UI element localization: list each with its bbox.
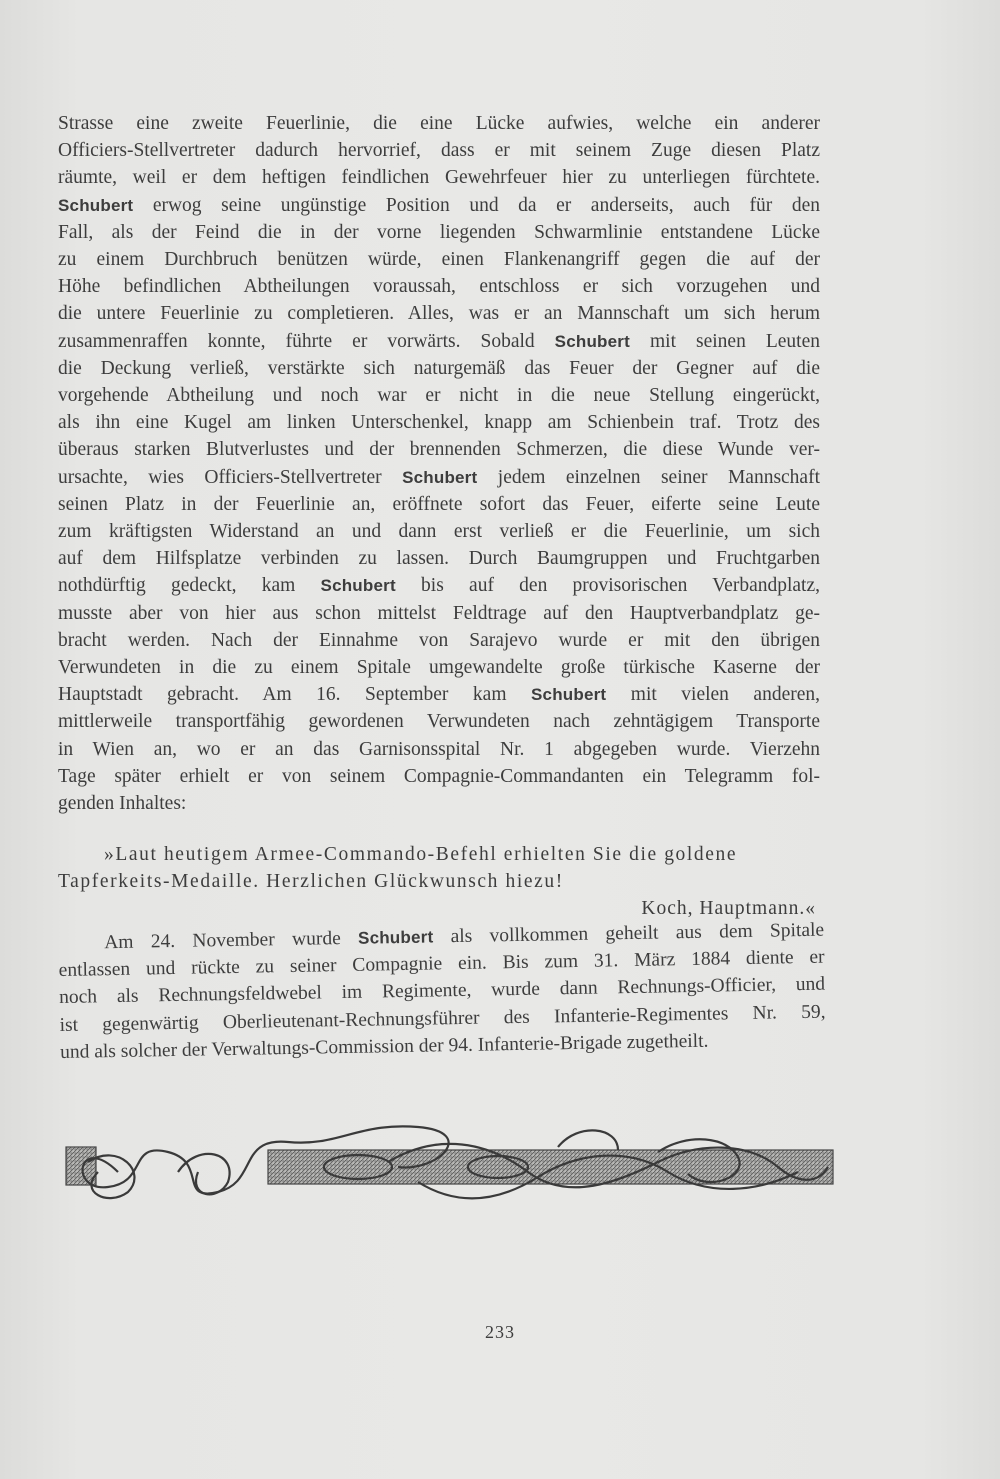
text-line bbox=[58, 300, 820, 327]
person-name: Schubert bbox=[58, 195, 134, 215]
text-segment: zum kräftigsten Widerstand an und dann erst verließ er die Feuerlinie, um sich bbox=[58, 521, 820, 543]
text-line bbox=[58, 464, 820, 491]
text-segment: räumte, weil er dem heftigen feindlichen Gewehrfeuer hier zu unterliegen fürchtete. bbox=[58, 167, 820, 189]
text-segment: Tage später erhielt er von seinem Compagnie-Commandanten ein Telegramm fol- bbox=[58, 765, 820, 787]
text-segment: entlassen und rückte zu seiner Compagnie ein. Bis zum 31. März 1884 diente er bbox=[58, 946, 825, 982]
person-name: Schubert bbox=[531, 685, 607, 705]
text-line bbox=[58, 355, 820, 382]
telegram-line-1: »Laut heutigem Armee-Commando-Befehl erhielten Sie die goldene bbox=[104, 844, 738, 865]
text-segment: in Wien an, wo er an das Garnisonsspital Nr. 1 abgegeben wurde. Vierzehn bbox=[58, 738, 820, 760]
interlace-knot-ornament-icon bbox=[58, 1112, 838, 1212]
person-name: Schubert bbox=[554, 331, 630, 351]
text-segment: überaus starken Blutverlustes und der brennenden Schmerzen, die diese Wunde ver- bbox=[58, 439, 820, 461]
text-line bbox=[58, 137, 820, 164]
text-line bbox=[58, 545, 820, 572]
text-segment: auf dem Hilfsplatze verbinden zu lassen. Durch Baumgruppen und Fruchtgarben bbox=[58, 548, 820, 570]
text-line bbox=[58, 572, 820, 599]
telegram-line-2: Tapferkeits-Medaille. Herzlichen Glückwunsch hiezu! bbox=[58, 871, 564, 893]
text-line bbox=[58, 273, 820, 300]
telegram-quote bbox=[58, 841, 820, 923]
text-segment: genden Inhaltes: bbox=[58, 793, 187, 815]
text-line bbox=[58, 192, 820, 219]
text-segment: als vollkommen geheilt aus dem Spitale bbox=[433, 919, 825, 948]
text-segment: die Deckung verließ, verstärkte sich naturgemäß das Feuer der Gegner auf die bbox=[58, 357, 820, 379]
text-segment: mit vielen anderen, bbox=[606, 684, 821, 706]
text-line bbox=[58, 600, 820, 627]
text-line bbox=[58, 491, 820, 518]
text-segment: erwog seine ungünstige Position und da er anderseits, auch für den bbox=[133, 194, 820, 216]
text-line bbox=[58, 164, 820, 191]
text-line bbox=[58, 736, 820, 763]
text-segment: Strasse eine zweite Feuerlinie, die eine Lücke aufwies, welche ein anderer bbox=[58, 113, 820, 134]
text-segment: Verwundeten in die zu einem Spitale umgewandelte große türkische Kaserne der bbox=[58, 657, 820, 679]
text-segment: bis auf den provisorischen Verbandplatz, bbox=[395, 575, 820, 597]
text-line bbox=[58, 382, 820, 409]
text-segment: mit seinen Leuten bbox=[629, 330, 820, 352]
text-segment: mittlerweile transportfähig gewordenen Verwundeten nach zehntägigem Transporte bbox=[58, 711, 820, 733]
text-line bbox=[58, 654, 820, 681]
text-segment: Officiers-Stellvertreter dadurch hervorrief, dass er mit seinem Zuge diesen Platz bbox=[58, 140, 820, 162]
person-name: Schubert bbox=[320, 576, 396, 596]
text-line bbox=[58, 110, 820, 137]
text-segment: und als solcher der Verwaltungs-Commission der 94. Infanterie-Brigade zugetheilt. bbox=[59, 1030, 709, 1063]
text-segment: als ihn eine Kugel am linken Unterschenkel, knapp am Schienbein traf. Trotz des bbox=[58, 412, 820, 434]
text-segment: Am 24. November wurde bbox=[104, 927, 359, 954]
text-segment: nothdürftig gedeckt, kam bbox=[58, 575, 321, 597]
text-segment: die untere Feuerlinie zu completieren. Alles, was er an Mannschaft um sich herum bbox=[58, 303, 820, 325]
text-line bbox=[58, 436, 820, 463]
text-line bbox=[58, 790, 820, 817]
text-segment: ursachte, wies Officiers-Stellvertreter bbox=[58, 466, 403, 488]
text-segment: ist gegenwärtig Oberlieutenant-Rechnungsführer des Infanterie-Regimentes Nr. 59, bbox=[59, 1001, 826, 1036]
telegram-signature: Koch, Hauptmann.« bbox=[641, 898, 816, 920]
text-segment: jedem einzelnen seiner Mannschaft bbox=[477, 466, 821, 488]
text-segment: seinen Platz in der Feuerlinie an, eröffnete sofort das Feuer, eiferte seine Leute bbox=[58, 493, 820, 515]
text-segment: noch als Rechnungsfeldwebel im Regimente, wurde dann Rechnungs-Officier, und bbox=[59, 974, 826, 1009]
text-line bbox=[58, 328, 820, 355]
text-line bbox=[58, 246, 820, 273]
text-line bbox=[58, 763, 820, 790]
text-segment: Höhe befindlichen Abtheilungen voraussah, entschloss er sich vorzugehen und bbox=[58, 276, 820, 298]
text-segment: zusammenraffen konnte, führte er vorwärts. Sobald bbox=[58, 330, 555, 352]
text-segment: Hauptstadt gebracht. Am 16. September kam bbox=[58, 684, 531, 706]
text-segment: Fall, als der Feind die in der vorne liegenden Schwarmlinie entstandene Lücke bbox=[58, 221, 820, 243]
person-name: Schubert bbox=[357, 927, 434, 948]
person-name: Schubert bbox=[402, 467, 478, 487]
text-segment: bracht werden. Nach der Einnahme von Sarajevo wurde er mit den übrigen bbox=[58, 629, 820, 651]
page-number: 233 bbox=[485, 1322, 515, 1342]
paragraph-closing bbox=[58, 917, 826, 1066]
text-segment: zu einem Durchbruch benützen würde, einen Flankenangriff gegen die auf der bbox=[58, 249, 820, 271]
text-line bbox=[58, 708, 820, 735]
text-line bbox=[58, 681, 820, 708]
text-segment: vorgehende Abtheilung und noch war er nicht in die neue Stellung eingerückt, bbox=[58, 385, 820, 407]
paragraph-main bbox=[58, 110, 820, 817]
text-line bbox=[58, 219, 820, 246]
text-segment: musste aber von hier aus schon mittelst Feldtrage auf den Hauptverbandplatz ge- bbox=[58, 602, 820, 624]
text-line bbox=[58, 518, 820, 545]
text-line bbox=[58, 409, 820, 436]
text-line bbox=[58, 627, 820, 654]
